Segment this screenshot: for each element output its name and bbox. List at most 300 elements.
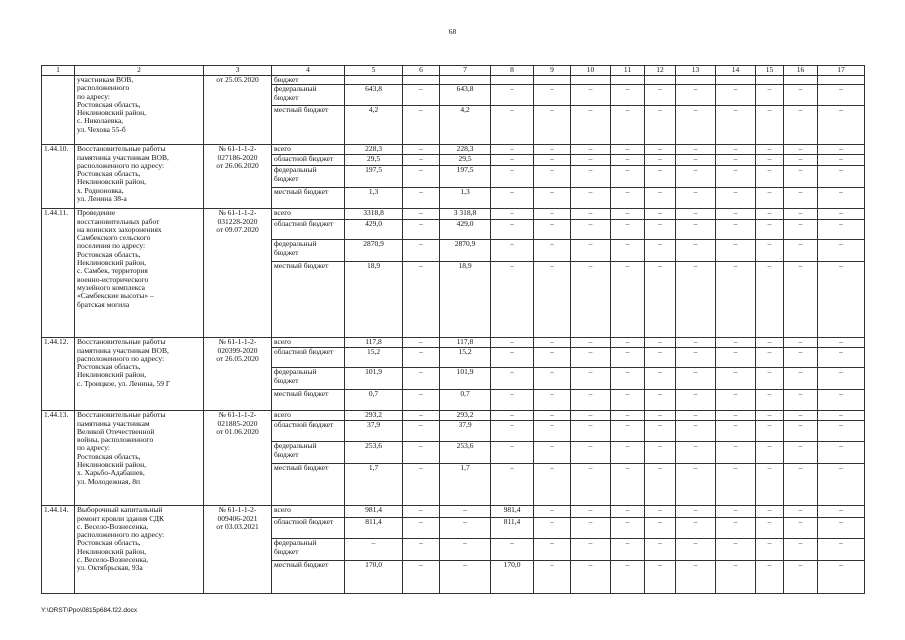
value-cell: – [534,348,571,368]
total-value: 170,0 [345,561,403,594]
value-cell: – [784,166,818,188]
total-value: 981,4 [345,506,403,518]
value-cell: – [645,411,676,421]
value-cell: – [534,442,571,464]
total-value: – [345,539,403,561]
funding-source: местный бюджет [272,464,345,506]
value-cell: – [784,518,818,539]
value-cell: – [818,348,865,368]
value-cell: – [571,539,611,561]
value-cell: – [756,464,784,506]
value-cell: – [676,106,716,145]
document-number: № 61-1-1-2- 027186-2020 от 26.06.2020 [204,145,272,209]
value-cell: – [611,220,645,240]
value-cell: – [756,188,784,209]
column-header: 1 [42,66,75,76]
value-cell: – [756,539,784,561]
value-cell: – [756,240,784,262]
value-cell: – [645,106,676,145]
value-cell: – [818,338,865,348]
year-value: 981,4 [491,506,534,518]
item-description: Проведение восстановительных работ на воинских захоронениях Самбекского сельского поселения по адресу: Ростовская область, Неклиновский район, с. Самбек, территория военно-исторического музейного комплекса «Самбекские высоты» – братская могила [75,209,204,338]
funding-source: местный бюджет [272,390,345,411]
value-cell: – [403,411,440,421]
value-cell: – [645,209,676,220]
value-cell: – [571,518,611,539]
year-value: – [440,518,491,539]
value-cell: – [716,220,756,240]
value-cell: – [403,338,440,348]
value-cell: – [676,442,716,464]
value-cell: – [676,561,716,594]
value-cell: – [645,368,676,390]
value-cell: – [716,106,756,145]
value-cell: – [645,561,676,594]
value-cell: – [784,220,818,240]
value-cell: – [611,561,645,594]
total-value: 1,3 [345,188,403,209]
value-cell: – [571,561,611,594]
item-number: 1.44.12. [42,338,75,411]
column-header: 11 [611,66,645,76]
column-header: 14 [716,66,756,76]
total-value: 228,3 [345,145,403,155]
value-cell: – [756,561,784,594]
value-cell: – [818,262,865,338]
year-value: – [491,262,534,338]
value-cell: – [403,188,440,209]
value-cell: – [534,188,571,209]
value-cell: – [403,145,440,155]
value-cell: – [611,155,645,166]
year-value: – [440,506,491,518]
year-value: 37,9 [440,421,491,442]
value-cell: – [611,85,645,106]
value-cell: – [818,464,865,506]
value-cell: – [611,262,645,338]
value-cell: – [611,348,645,368]
value-cell: – [534,262,571,338]
total-value: 1,7 [345,464,403,506]
total-value: 253,6 [345,442,403,464]
funding-source: федеральный бюджет [272,85,345,106]
value-cell: – [756,442,784,464]
value-cell: – [784,106,818,145]
value-cell: – [534,85,571,106]
year-value: 1,7 [440,464,491,506]
year-value: 1,3 [440,188,491,209]
value-cell: – [784,85,818,106]
value-cell: – [403,539,440,561]
value-cell: – [716,561,756,594]
value-cell: – [716,506,756,518]
value-cell: – [784,188,818,209]
value-cell: – [534,166,571,188]
value-cell: – [571,106,611,145]
column-header: 9 [534,66,571,76]
value-cell: – [611,106,645,145]
value-cell: – [784,442,818,464]
value-cell: – [818,411,865,421]
value-cell: – [571,390,611,411]
value-cell: – [611,411,645,421]
value-cell: – [756,338,784,348]
year-value: – [491,368,534,390]
value-cell: – [716,209,756,220]
value-cell: – [818,442,865,464]
year-value: 117,8 [440,338,491,348]
value-cell: – [534,368,571,390]
funding-source: местный бюджет [272,561,345,594]
document-number: № 61-1-1-2- 031228-2020 от 09.07.2020 [204,209,272,338]
funding-source: федеральный бюджет [272,442,345,464]
value-cell: – [611,338,645,348]
total-value: 117,8 [345,338,403,348]
value-cell: – [784,506,818,518]
year-value: 3 318,8 [440,209,491,220]
column-header: 10 [571,66,611,76]
value-cell: – [716,421,756,442]
year-value: 197,5 [440,166,491,188]
value-cell: – [611,390,645,411]
value-cell: – [534,561,571,594]
value-cell: – [645,518,676,539]
item-number: 1.44.11. [42,209,75,338]
value-cell: – [784,390,818,411]
year-value: – [491,106,534,145]
value-cell: – [716,368,756,390]
value-cell: – [756,506,784,518]
funding-source: бюджет [272,76,345,85]
funding-source: федеральный бюджет [272,240,345,262]
total-value: 37,9 [345,421,403,442]
value-cell: – [818,145,865,155]
year-value: 101,9 [440,368,491,390]
year-value: 293,2 [440,411,491,421]
value-cell: – [571,220,611,240]
year-value: – [491,411,534,421]
value-cell: – [818,155,865,166]
value-cell: – [676,506,716,518]
funding-source: областной бюджет [272,220,345,240]
value-cell: – [716,411,756,421]
funding-source: федеральный бюджет [272,539,345,561]
year-value: 15,2 [440,348,491,368]
value-cell: – [403,506,440,518]
total-value: 15,2 [345,348,403,368]
year-value: – [491,240,534,262]
year-value: – [491,220,534,240]
value-cell: – [756,106,784,145]
year-value: 2870,9 [440,240,491,262]
value-cell: – [534,506,571,518]
table-row [42,145,865,155]
value-cell: – [676,220,716,240]
value-cell: – [403,166,440,188]
year-value: – [491,390,534,411]
value-cell: – [645,85,676,106]
value-cell: – [534,411,571,421]
year-value: 0,7 [440,390,491,411]
total-value: 429,0 [345,220,403,240]
year-value: 811,4 [491,518,534,539]
value-cell: – [403,442,440,464]
year-value: 253,6 [440,442,491,464]
value-cell: – [534,155,571,166]
year-value: – [491,209,534,220]
value-cell: – [571,209,611,220]
value-cell: – [403,518,440,539]
value-cell: – [611,506,645,518]
year-value: – [440,561,491,594]
value-cell: – [818,561,865,594]
value-cell: – [716,166,756,188]
value-cell: – [571,421,611,442]
item-number: 1.44.14. [42,506,75,594]
value-cell: – [571,155,611,166]
value-cell: – [784,145,818,155]
column-header: 3 [204,66,272,76]
item-description: Выборочный капитальный ремонт кровли здания СДК с. Весело-Вознесенка, расположенного по адресу: Ростовская область, Неклиновский район, с. Весело-Вознесенка, ул. Октябрьская, 93а [75,506,204,594]
value-cell: – [611,240,645,262]
funding-source: местный бюджет [272,262,345,338]
value-cell: – [676,145,716,155]
year-value: – [491,539,534,561]
value-cell: – [403,348,440,368]
value-cell: – [676,166,716,188]
value-cell: – [534,390,571,411]
value-cell: – [571,442,611,464]
value-cell: – [756,145,784,155]
value-cell: – [716,155,756,166]
column-header: 16 [784,66,818,76]
value-cell: – [784,411,818,421]
value-cell: – [645,421,676,442]
value-cell: – [645,155,676,166]
document-number: № 61-1-1-2- 021885-2020 от 01.06.2020 [204,411,272,506]
value-cell: – [676,155,716,166]
value-cell: – [716,518,756,539]
value-cell: – [784,240,818,262]
value-cell: – [818,539,865,561]
value-cell: – [534,240,571,262]
value-cell: – [571,411,611,421]
value-cell: – [611,145,645,155]
year-value: – [491,348,534,368]
value-cell: – [534,145,571,155]
year-value: – [491,442,534,464]
value-cell: – [818,209,865,220]
value-cell: – [571,262,611,338]
value-cell: – [534,464,571,506]
value-cell: – [611,442,645,464]
document-number: от 25.05.2020 [204,76,272,145]
funding-source: областной бюджет [272,518,345,539]
year-value: 228,3 [440,145,491,155]
value-cell: – [645,338,676,348]
value-cell: – [611,209,645,220]
value-cell: – [716,442,756,464]
funding-source: всего [272,209,345,220]
funding-source: всего [272,338,345,348]
page-number: 68 [448,27,457,36]
year-value: – [491,166,534,188]
value-cell: – [716,464,756,506]
value-cell: – [611,166,645,188]
table-row [42,506,865,518]
value-cell: – [676,85,716,106]
value-cell: – [716,348,756,368]
value-cell: – [676,262,716,338]
total-value: 0,7 [345,390,403,411]
year-value: 4,2 [440,106,491,145]
item-number: 1.44.10. [42,145,75,209]
year-value: – [491,188,534,209]
value-cell: – [716,390,756,411]
value-cell: – [403,561,440,594]
value-cell: – [611,464,645,506]
value-cell: – [645,348,676,368]
table-row [42,411,865,421]
value-cell: – [676,368,716,390]
value-cell: – [403,240,440,262]
value-cell: – [403,421,440,442]
value-cell: – [756,262,784,338]
value-cell: – [571,188,611,209]
value-cell: – [534,539,571,561]
year-value: 18,9 [440,262,491,338]
value-cell: – [716,85,756,106]
document-number: № 61-1-1-2- 020399-2020 от 26.05.2020 [204,338,272,411]
total-value: 197,5 [345,166,403,188]
total-value: 29,5 [345,155,403,166]
item-description: Восстановительные работы памятника участникам ВОВ, расположенного по адресу: Ростовская область, Неклиновский район, х. Родионовка, ул. Ленина 38-а [75,145,204,209]
value-cell: – [571,506,611,518]
item-number: 1.44.13. [42,411,75,506]
funding-source: областной бюджет [272,421,345,442]
year-value: – [440,539,491,561]
value-cell: – [645,390,676,411]
value-cell: – [818,220,865,240]
budget-table [41,65,865,594]
value-cell: – [645,442,676,464]
year-value: 429,0 [440,220,491,240]
value-cell: – [534,209,571,220]
value-cell: – [756,85,784,106]
value-cell: – [784,155,818,166]
table-row [42,76,865,85]
value-cell: – [676,240,716,262]
value-cell: – [676,421,716,442]
value-cell: – [645,240,676,262]
value-cell: – [534,421,571,442]
value-cell: – [818,421,865,442]
total-value: 2870,9 [345,240,403,262]
value-cell: – [645,145,676,155]
value-cell: – [756,155,784,166]
value-cell: – [784,348,818,368]
column-header: 17 [818,66,865,76]
total-value: 4,2 [345,106,403,145]
column-header: 5 [345,66,403,76]
year-value: – [491,155,534,166]
value-cell: – [403,464,440,506]
value-cell: – [756,368,784,390]
value-cell: – [716,539,756,561]
value-cell: – [571,166,611,188]
table-row [42,338,865,348]
total-value: 3318,8 [345,209,403,220]
value-cell: – [818,518,865,539]
column-header: 7 [440,66,491,76]
value-cell: – [756,390,784,411]
value-cell: – [784,338,818,348]
value-cell: – [403,368,440,390]
year-value: – [491,338,534,348]
value-cell: – [611,518,645,539]
value-cell: – [534,518,571,539]
column-header: 15 [756,66,784,76]
value-cell: – [676,411,716,421]
value-cell: – [534,220,571,240]
value-cell: – [676,348,716,368]
funding-source: федеральный бюджет [272,368,345,390]
value-cell: – [784,561,818,594]
column-header: 13 [676,66,716,76]
value-cell: – [784,262,818,338]
funding-source: всего [272,145,345,155]
value-cell: – [403,209,440,220]
year-value: 170,0 [491,561,534,594]
value-cell: – [716,188,756,209]
value-cell: – [403,262,440,338]
value-cell: – [784,464,818,506]
value-cell: – [784,421,818,442]
funding-source: областной бюджет [272,155,345,166]
funding-source: всего [272,411,345,421]
header-row [42,66,865,76]
total-value: 643,8 [345,85,403,106]
value-cell: – [611,188,645,209]
year-value: – [491,145,534,155]
table-row [42,209,865,220]
value-cell: – [571,85,611,106]
value-cell: – [716,262,756,338]
value-cell: – [611,539,645,561]
column-header: 6 [403,66,440,76]
item-number [42,76,75,145]
year-value: – [491,85,534,106]
value-cell: – [645,166,676,188]
file-path-footer: Y:\ORST\Ppo\0815p684.f22.docx [41,607,138,614]
total-value: 293,2 [345,411,403,421]
value-cell: – [571,368,611,390]
value-cell: – [756,518,784,539]
value-cell: – [403,85,440,106]
funding-source: местный бюджет [272,106,345,145]
value-cell: – [676,539,716,561]
value-cell: – [756,209,784,220]
document-number: № 61-1-1-2- 009406-2021 от 03.03.2021 [204,506,272,594]
value-cell: – [645,262,676,338]
year-value: – [491,464,534,506]
value-cell: – [756,411,784,421]
funding-source: областной бюджет [272,348,345,368]
value-cell: – [784,539,818,561]
value-cell: – [716,145,756,155]
value-cell: – [818,368,865,390]
funding-source: всего [272,506,345,518]
